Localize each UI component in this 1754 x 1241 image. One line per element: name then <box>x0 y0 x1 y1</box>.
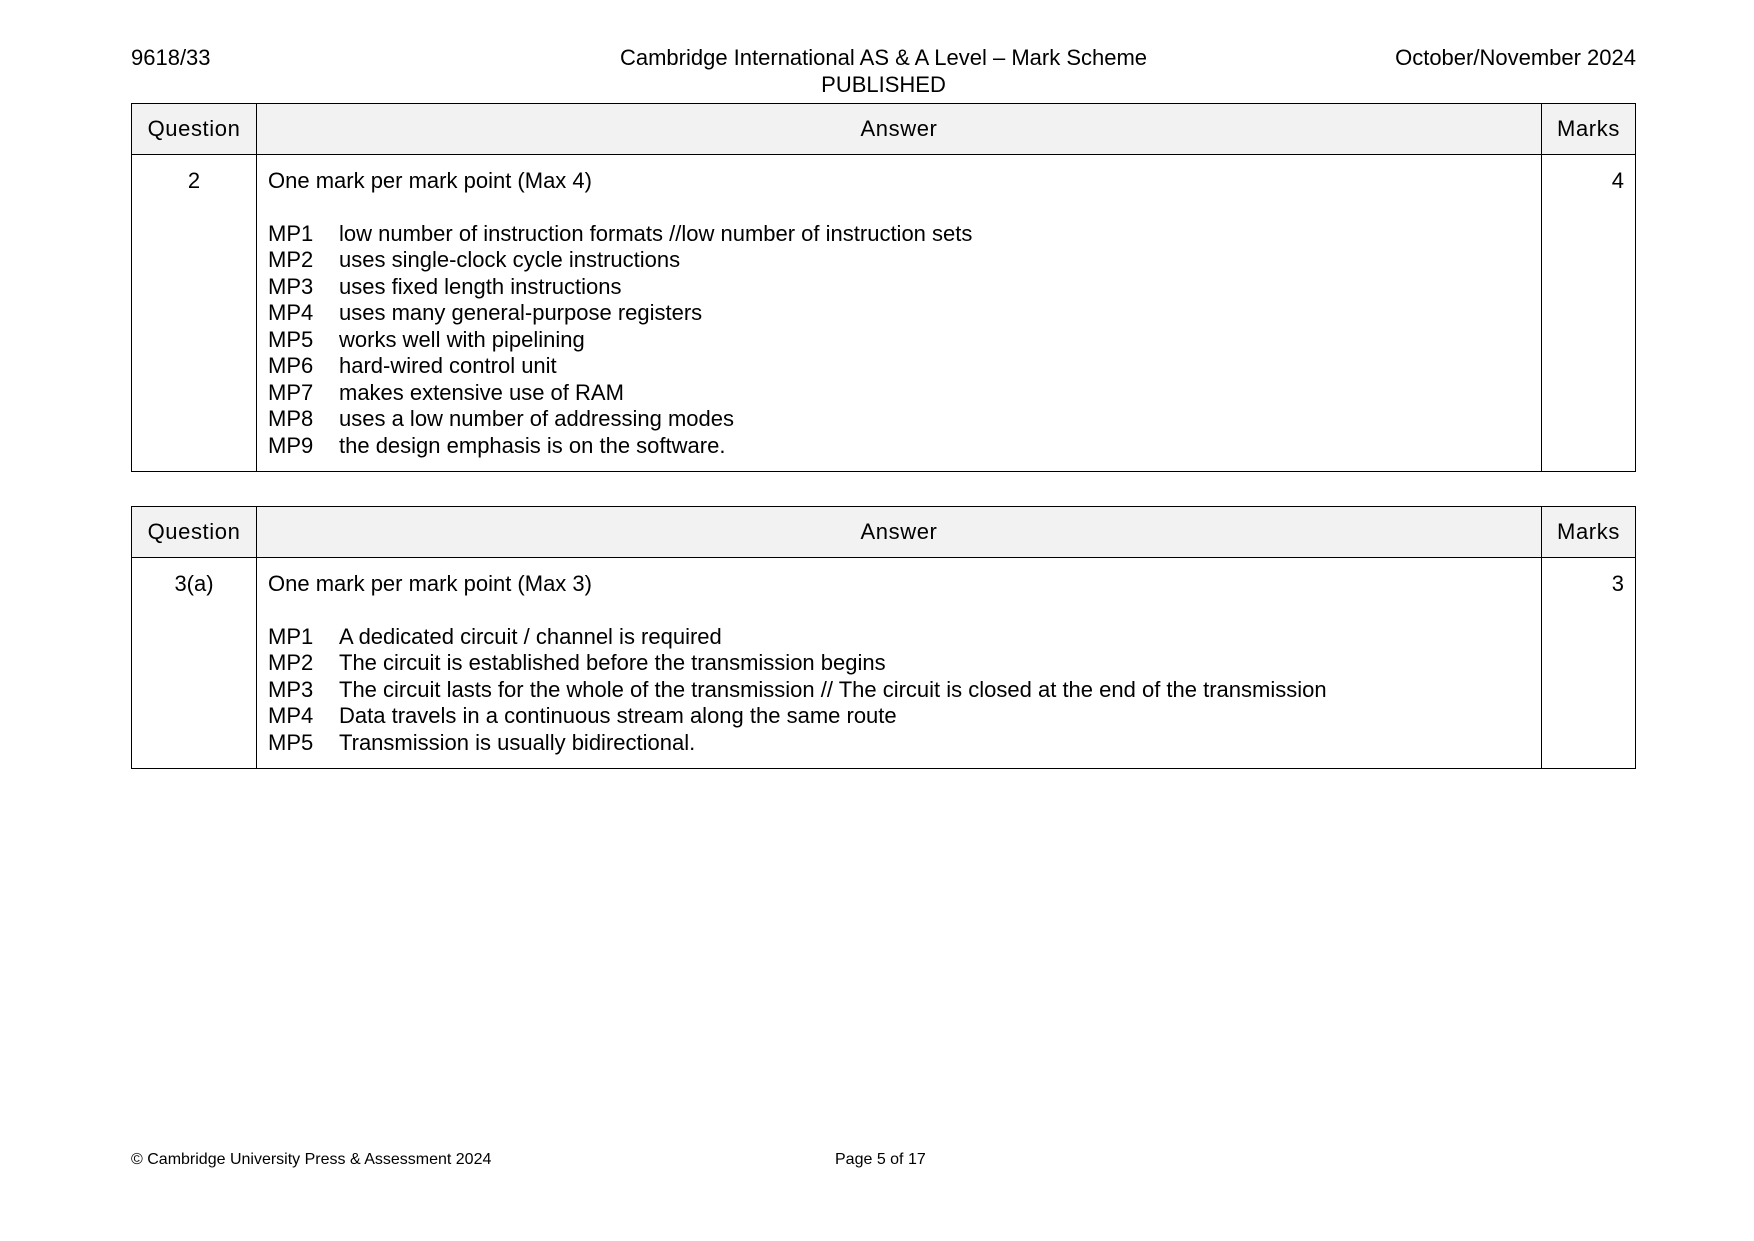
syllabus-code: 9618/33 <box>131 45 211 70</box>
mark-point-code: MP7 <box>268 379 314 405</box>
mark-point-text: The circuit is established before the transmission begins <box>339 650 886 675</box>
mark-point-code: MP2 <box>268 247 314 272</box>
mark-point <box>268 221 1531 248</box>
mark-point <box>268 703 1531 730</box>
mark-point <box>268 677 1531 704</box>
mark-point-text: Transmission is usually bidirectional. <box>339 729 696 755</box>
answer-column-header: Answer <box>257 104 1542 155</box>
answer-cell <box>257 155 1542 472</box>
question-number: 2 <box>132 155 257 472</box>
marks-column-header: Marks <box>1542 104 1636 155</box>
mark-point-code: MP2 <box>268 650 314 675</box>
mark-point <box>268 433 1531 460</box>
mark-point-code: MP1 <box>268 623 314 649</box>
table-row <box>132 155 1636 472</box>
mark-point-text: makes extensive use of RAM <box>339 379 624 405</box>
page-number: Page 5 of 17 <box>835 1151 926 1168</box>
mark-point-text: hard-wired control unit <box>339 353 557 378</box>
exam-session: October/November 2024 <box>1395 45 1636 70</box>
mark-point <box>268 327 1531 354</box>
mark-point-text: A dedicated circuit / channel is required <box>339 623 722 649</box>
mark-point-text: the design emphasis is on the software. <box>339 432 726 458</box>
document-title: Cambridge International AS & A Level – Mark Scheme <box>619 45 1148 70</box>
mark-point <box>268 274 1531 301</box>
marks-value: 4 <box>1542 155 1636 472</box>
mark-point-text: uses many general-purpose registers <box>339 300 703 325</box>
mark-point-text: The circuit lasts for the whole of the transmission // The circuit is closed at the end of the transmission <box>339 676 1327 702</box>
marks-column-header: Marks <box>1542 507 1636 558</box>
mark-scheme-table-q3a <box>131 506 1636 769</box>
marks-value: 3 <box>1542 558 1636 769</box>
mark-point <box>268 624 1531 651</box>
mark-point-text: low number of instruction formats //low number of instruction sets <box>339 220 973 246</box>
mark-point <box>268 380 1531 407</box>
mark-point-code: MP9 <box>268 432 314 458</box>
mark-point-code: MP5 <box>268 326 314 352</box>
mark-point-code: MP4 <box>268 703 314 728</box>
mark-point <box>268 650 1531 677</box>
answer-cell <box>257 558 1542 769</box>
answer-intro: One mark per mark point (Max 3) <box>268 571 592 596</box>
question-column-header: Question <box>132 507 257 558</box>
table-row <box>132 558 1636 769</box>
mark-point-code: MP1 <box>268 220 314 246</box>
publication-status: PUBLISHED <box>821 72 946 97</box>
page-header <box>131 44 1636 100</box>
mark-point-code: MP6 <box>268 353 314 378</box>
question-number: 3(a) <box>132 558 257 769</box>
mark-point <box>268 406 1531 433</box>
answer-column-header: Answer <box>257 507 1542 558</box>
mark-point-text: Data travels in a continuous stream along the same route <box>339 703 897 728</box>
copyright-notice: © Cambridge University Press & Assessment 2024 <box>131 1151 492 1168</box>
mark-point-code: MP4 <box>268 300 314 325</box>
mark-scheme-table-q2 <box>131 103 1636 472</box>
mark-point-code: MP8 <box>268 406 314 431</box>
mark-point-code: MP5 <box>268 729 314 755</box>
mark-point-text: uses single-clock cycle instructions <box>339 247 681 272</box>
mark-point-text: uses a low number of addressing modes <box>339 406 734 431</box>
answer-intro: One mark per mark point (Max 4) <box>268 168 592 193</box>
mark-point <box>268 300 1531 327</box>
mark-point <box>268 353 1531 380</box>
mark-point-text: works well with pipelining <box>339 326 585 352</box>
mark-point <box>268 247 1531 274</box>
mark-point <box>268 730 1531 757</box>
question-column-header: Question <box>132 104 257 155</box>
table-header-row <box>132 104 1636 155</box>
mark-point-code: MP3 <box>268 676 314 702</box>
mark-point-code: MP3 <box>268 273 314 299</box>
mark-point-text: uses fixed length instructions <box>339 273 622 299</box>
table-header-row <box>132 507 1636 558</box>
